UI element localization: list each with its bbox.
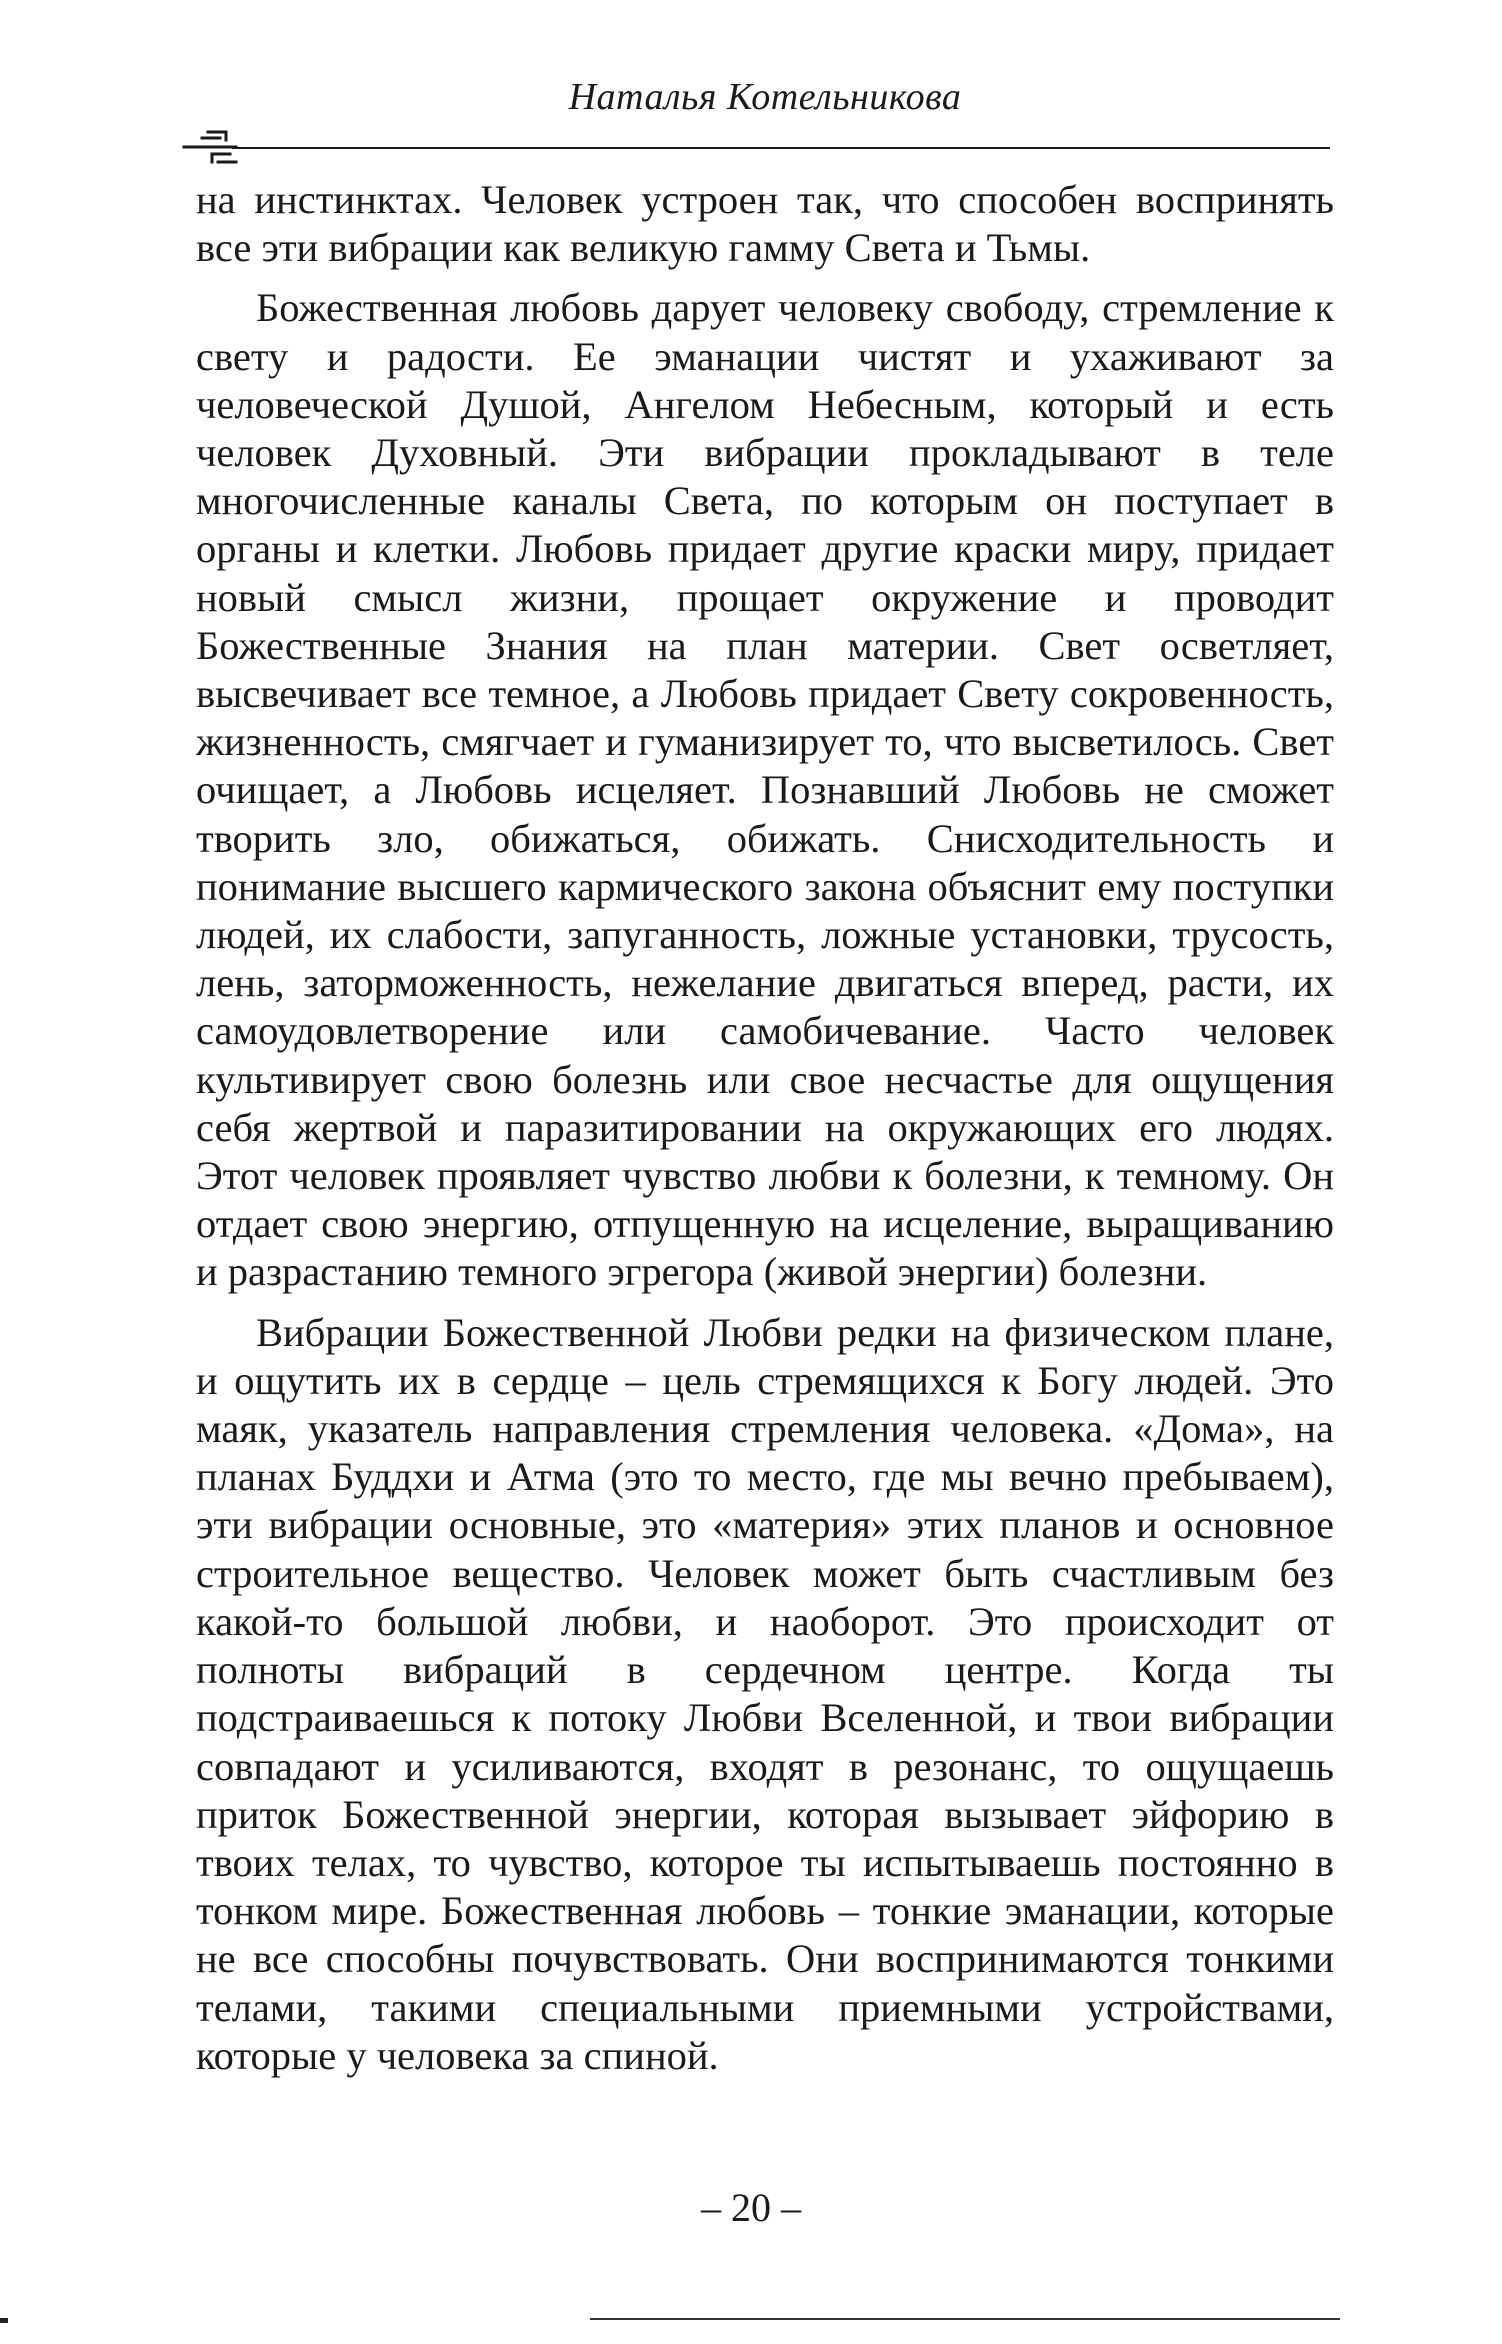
paragraph: на инстинктах. Человек устроен так, что способен воспринять все эти вибрации как великую гамму Света и Тьмы. (196, 177, 1334, 271)
running-title: Наталья Котельникова (568, 76, 962, 118)
page-number: – 20 – (701, 2185, 801, 2230)
bottom-rule (590, 2318, 1340, 2320)
paragraph: Вибрации Божественной Любви редки на физическом плане, и ощутить их в сердце – цель стремящихся к Богу людей. Это маяк, указатель направления стремления человека. «Дома», на планах Буддхи и Атма (это то место, где мы вечно пребываем), эти вибрации основные, это «материя» этих планов и основное строительное вещество. Человек может быть счастливым без какой-то большой любви, и наоборот. Это происходит от полноты вибраций в сердечном центре. Когда ты подстраиваешься к потоку Любви Вселенной, и твои вибрации совпадают и усиливаются, входят в резонанс, то ощущаешь приток Божественной энергии, которая вызывает эйфорию в твоих телах, то чувство, которое ты испытываешь постоянно в тонком мире. Божественная любовь – тонкие эманации, которые не все способны почувствовать. Они воспринимаются тонкими телами, такими специальными приемными устройствами, которые у человека за спиной. (196, 1309, 1334, 2078)
corner-mark (0, 2318, 8, 2323)
paragraph: Божественная любовь дарует человеку свободу, стремление к свету и радости. Ее эманации чистят и ухаживают за человеческой Душой, Ангелом Небесным, который и есть человек Духовный. Эти вибрации прокладывают в теле многочисленные каналы Света, по которым он поступает в органы и клетки. Любовь придает другие краски миру, придает новый смысл жизни, прощает окружение и проводит Божественные Знания на план материи. Свет осветляет, высвечивает все темное, а Любовь придает Свету сокровенность, жизненность, смягчает и гуманизирует то, что высветилось. Свет очищает, а Любовь исцеляет. Познавший Любовь не сможет творить зло, обижаться, обижать. Снисходительность и понимание высшего кармического закона объяснит ему поступки людей, их слабости, запуганность, ложные установки, трусость, лень, заторможенность, нежелание двигаться вперед, расти, их самоудовлетворение или самобичевание. Часто человек культивирует свою болезнь или свое несчастье для ощущения себя жертвой и паразитировании на окружающих его людях. Этот человек проявляет чувство любви к болезни, к темному. Он отдает свою энергию, отпущенную на исцеление, выращиванию и разрастанию темного эгрегора (живой энергии) болезни. (196, 285, 1334, 1295)
header-rule (232, 147, 1330, 149)
header-ornament-icon (182, 126, 238, 170)
body-text (196, 176, 1334, 2092)
